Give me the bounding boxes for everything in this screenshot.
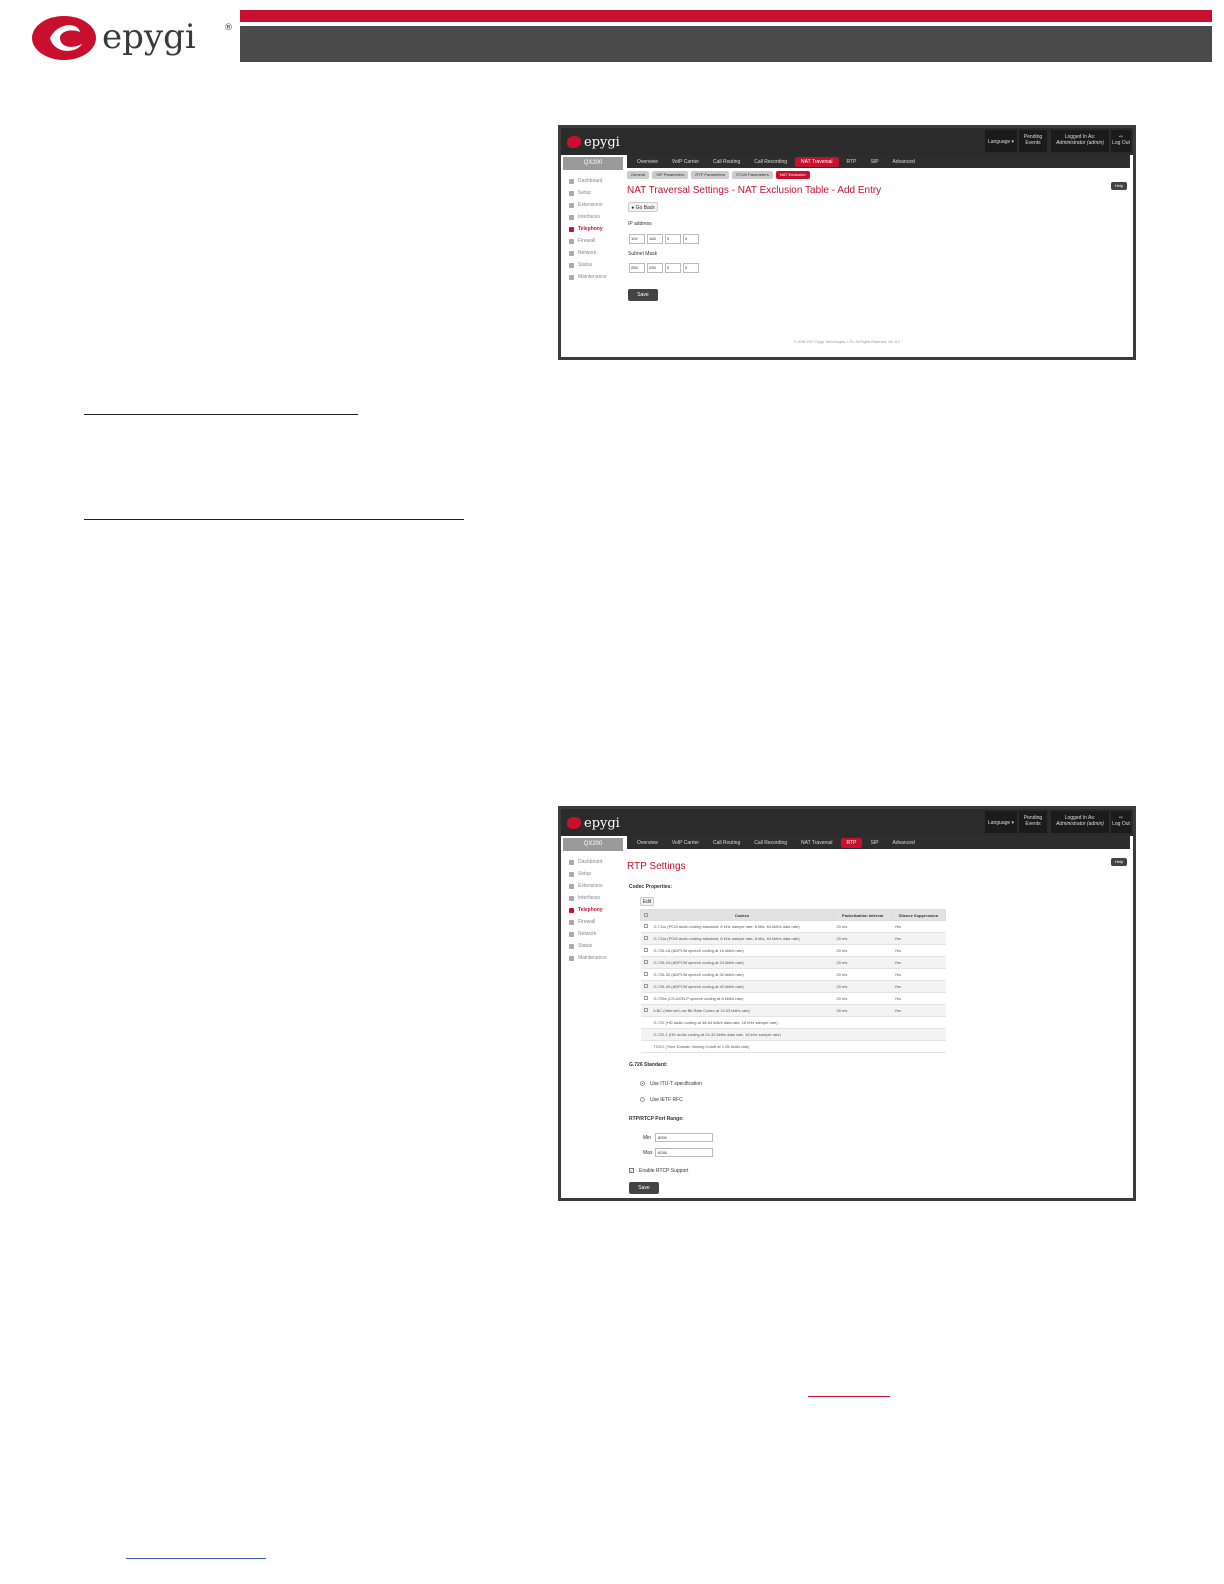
go-back-button[interactable]: ● Go Back [628,202,658,212]
phone-icon [569,227,574,232]
row-checkbox-cell[interactable] [641,981,651,993]
codec-silence: Yes [892,945,946,957]
nav-item-extensions[interactable]: Extensions [561,880,625,892]
nav-item-telephony[interactable]: Telephony [561,904,625,916]
subtab-stun-parameters[interactable]: STUN Parameters [732,171,773,179]
codec-interval: 20 ms [834,981,892,993]
ip-octet-1[interactable]: 192 [629,234,645,244]
codec-silence: Yes [892,993,946,1005]
table-row [641,993,946,1005]
codec-interval: 20 ms [834,945,892,957]
ip-octet-2[interactable]: 168 [647,234,663,244]
tab-call-recording[interactable]: Call Recording [754,839,788,846]
back-icon: ● [631,205,635,211]
page-title: NAT Traversal Settings - NAT Exclusion Table - Add Entry [627,185,882,196]
row-checkbox-cell[interactable] [641,933,651,945]
rtcp-label: Enable RTCP Support [639,1168,689,1174]
copyright-footer: © 2006-2017 Epygi Technologies, LTD. All Rights Reserved. Ver. 6.2 [794,340,900,344]
brand-logo-icon [567,817,581,829]
language-menu[interactable]: Language ▾ [985,130,1017,152]
codec-interval: 30 ms [834,1005,892,1017]
row-checkbox[interactable] [644,1008,648,1012]
edit-button[interactable]: Edit [640,897,654,906]
codec-interval: 20 ms [834,993,892,1005]
gear-icon [569,872,574,877]
heading-underline-2 [84,519,464,520]
side-nav [561,155,625,357]
tab-overview[interactable]: Overview [637,158,658,165]
language-menu[interactable]: Language ▾ [985,811,1017,833]
logged-in-block: Logged In As: Administrator (admin) [1051,130,1109,152]
sub-tabs [627,171,810,179]
pending-events-button[interactable]: Pending Events [1019,811,1047,833]
heading-underline-1 [84,414,358,415]
logout-icon: ⇨ [1118,134,1124,140]
nav-item-dashboard[interactable]: Dashboard [561,175,625,187]
tab-voip-carrier[interactable]: VoIP Carrier [671,158,699,165]
mask-octet-2[interactable]: 255 [647,263,663,273]
codec-name: G.722.1 (HD audio coding at 24-32 kbit/s data rate, 16 kHz sample rate) [651,1029,834,1041]
codecs-header: Codecs [651,910,834,921]
globe-icon [569,251,574,256]
tab-nat-traversal[interactable]: NAT Traversal [801,839,833,846]
tab-sip[interactable]: SIP [870,158,879,165]
codec-interval: 20 ms [834,921,892,933]
codec-silence [892,1017,946,1029]
codec-name: G.711a (PCM audio coding standard, 8 kHz sample rate, 8 bits, 64 kbit/s data rate) [651,933,834,945]
tab-call-routing[interactable]: Call Routing [713,839,741,846]
codec-silence: Yes [892,921,946,933]
tab-advanced[interactable]: Advanced [892,839,915,846]
codec-name: G.729a (CS-ACELP speech coding at 8 kbit/s rate) [651,993,834,1005]
mask-octet-1[interactable]: 255 [629,263,645,273]
codec-silence [892,1041,946,1053]
row-checkbox[interactable] [644,960,648,964]
max-label: Max [643,1150,653,1156]
codec-table [640,909,946,1053]
logout-button[interactable]: ⇨ Log Out [1111,811,1131,833]
codec-name: G.726-16 (ADPCM speech coding at 16 kbit/s rate) [651,945,834,957]
globe-icon [569,932,574,937]
codec-interval: 20 ms [834,933,892,945]
nav-item-interfaces[interactable]: Interfaces [561,892,625,904]
codec-silence: Yes [892,1005,946,1017]
itu-radio[interactable] [640,1081,645,1086]
ietf-radio[interactable] [640,1097,645,1102]
row-checkbox-cell[interactable] [641,1017,651,1029]
interfaces-icon [569,215,574,220]
extensions-icon [569,203,574,208]
logged-in-block: Logged In As: Administrator (admin) [1051,811,1109,833]
inline-link-underline[interactable] [808,1396,890,1397]
codec-silence [892,1029,946,1041]
tab-call-routing[interactable]: Call Routing [713,158,741,165]
itu-radio-label: Use ITU-T specification [650,1081,702,1087]
model-name: QX200 [563,838,623,851]
ietf-radio-label: Use IETF RFC [650,1097,683,1103]
min-port-input[interactable]: 8000 [655,1133,713,1142]
wrench-icon [569,956,574,961]
save-button[interactable]: Save [628,289,658,301]
codec-silence: Yes [892,981,946,993]
row-checkbox[interactable] [644,948,648,952]
dashboard-icon [569,179,574,184]
firewall-icon [569,239,574,244]
row-checkbox-cell[interactable] [641,1041,651,1053]
tab-call-recording[interactable]: Call Recording [754,158,788,165]
tab-overview[interactable]: Overview [637,839,658,846]
row-checkbox-cell[interactable] [641,1005,651,1017]
nav-item-dashboard[interactable]: Dashboard [561,856,625,868]
table-row [641,957,946,969]
nav-item-setup[interactable]: Setup [561,187,625,199]
gear-icon [569,191,574,196]
svg-text:epygi: epygi [102,17,196,57]
app-brand: epygi [567,814,620,832]
extensions-icon [569,884,574,889]
main-tabs [627,155,1130,168]
brand-logo-icon [567,136,581,148]
subtab-rtp-parameters[interactable]: RTP Parameters [691,171,729,179]
codec-name: G.726-24 (ADPCM speech coding at 24 kbit/s rate) [651,957,834,969]
save-button[interactable]: Save [629,1182,659,1194]
codec-properties-label: Codec Properties: [629,884,673,890]
silence-header: Silence Suppression [892,910,946,921]
row-checkbox-cell[interactable] [641,1029,651,1041]
table-row [641,945,946,957]
nav-item-interfaces[interactable]: Interfaces [561,211,625,223]
dashboard-icon [569,860,574,865]
select-all-header[interactable] [641,910,651,921]
subtab-nat-exclusion[interactable]: NAT Exclusion [776,171,810,179]
help-button[interactable]: Help [1111,858,1127,866]
tab-nat-traversal[interactable]: NAT Traversal [795,157,839,167]
codec-name: TDVC (Time Domain Voicing Cutoff at 1.05 kbit/s rate) [651,1041,834,1053]
nav-item-firewall[interactable]: Firewall [561,235,625,247]
row-checkbox[interactable] [644,924,648,928]
g726-standard-label: G.726 Standard: [629,1062,668,1068]
row-checkbox[interactable] [644,984,648,988]
page-title: RTP Settings [627,861,686,872]
port-range-label: RTP/RTCP Port Range: [629,1116,684,1122]
ip-address-label: IP address [628,221,652,227]
select-all-checkbox[interactable] [644,913,648,917]
main-tabs [627,836,1130,849]
codec-name: G.711u (PCM audio coding standard, 8 kHz sample rate, 8 bits, 64 kbit/s data rate) [651,921,834,933]
table-row [641,969,946,981]
app-topbar [561,809,1133,836]
interval-header: Packetization Interval [834,910,892,921]
codec-name: iLBC (Internet Low Bit Rate Codec at 13.33 kbit/s rate) [651,1005,834,1017]
model-name: QX200 [563,157,623,170]
nav-item-setup[interactable]: Setup [561,868,625,880]
table-row [641,933,946,945]
row-checkbox[interactable] [644,996,648,1000]
table-row [641,1041,946,1053]
firewall-icon [569,920,574,925]
codec-silence: Yes [892,933,946,945]
codec-interval: 20 ms [834,969,892,981]
mask-octet-3[interactable]: 0 [665,263,681,273]
codec-interval [834,1029,892,1041]
min-label: Min [643,1135,652,1141]
phone-icon [569,908,574,913]
nav-item-maintenance[interactable]: Maintenance [561,952,625,964]
ip-octet-3[interactable]: 0 [665,234,681,244]
row-checkbox[interactable] [644,972,648,976]
logout-icon: ⇨ [1118,815,1124,821]
table-row [641,1005,946,1017]
nav-item-maintenance[interactable]: Maintenance [561,271,625,283]
codec-silence: Yes [892,957,946,969]
svg-text:®: ® [224,23,233,33]
tab-advanced[interactable]: Advanced [892,158,915,165]
subtab-general[interactable]: General [627,171,649,179]
codec-name: G.722 (HD audio coding at 48-64 kbit/s data rate, 16 kHz sample rate) [651,1017,834,1029]
row-checkbox[interactable] [644,936,648,940]
mask-octet-4[interactable]: 0 [683,263,699,273]
table-row [641,981,946,993]
subnet-mask-label: Subnet Mask [628,251,658,257]
epygi-logo [30,8,240,68]
interfaces-icon [569,896,574,901]
row-checkbox-cell[interactable] [641,993,651,1005]
nav-item-firewall[interactable]: Firewall [561,916,625,928]
header-red-bar [240,10,1212,22]
codec-name: G.726-32 (ADPCM speech coding at 32 kbit/s rate) [651,969,834,981]
status-icon [569,944,574,949]
tab-rtp[interactable]: RTP [841,838,863,848]
rtp-settings-screenshot [558,806,1136,1201]
rtcp-checkbox[interactable]: ✓ [630,1168,634,1173]
row-checkbox-cell[interactable] [641,921,651,933]
codec-silence: Yes [892,969,946,981]
side-nav [561,836,625,1198]
nav-item-network[interactable]: Network [561,247,625,259]
pending-events-button[interactable]: Pending Events [1019,130,1047,152]
tab-sip[interactable]: SIP [870,839,879,846]
nav-item-status[interactable]: Status [561,940,625,952]
codec-interval: 20 ms [834,957,892,969]
codec-name: G.726-40 (ADPCM speech coding at 40 kbit/s rate) [651,981,834,993]
app-topbar [561,128,1133,155]
max-port-input[interactable]: 8285 [655,1148,713,1157]
footer-link-underline[interactable] [126,1558,266,1559]
status-icon [569,263,574,268]
nav-item-telephony[interactable]: Telephony [561,223,625,235]
help-button[interactable]: Help [1111,182,1127,190]
logout-button[interactable]: ⇨ Log Out [1111,130,1131,152]
codec-interval [834,1017,892,1029]
app-brand: epygi [567,133,620,151]
table-row [641,921,946,933]
tab-voip-carrier[interactable]: VoIP Carrier [671,839,699,846]
nav-item-network[interactable]: Network [561,928,625,940]
nav-item-status[interactable]: Status [561,259,625,271]
codec-interval [834,1041,892,1053]
nav-item-extensions[interactable]: Extensions [561,199,625,211]
table-row [641,1029,946,1041]
subtab-sip-parameters[interactable]: SIP Parameters [652,171,688,179]
row-checkbox-cell[interactable] [641,957,651,969]
nat-exclusion-screenshot [558,125,1136,360]
row-checkbox-cell[interactable] [641,969,651,981]
wrench-icon [569,275,574,280]
table-row [641,1017,946,1029]
tab-rtp[interactable]: RTP [846,158,857,165]
ip-octet-4[interactable]: 0 [683,234,699,244]
row-checkbox-cell[interactable] [641,945,651,957]
header-gray-bar [240,26,1212,62]
